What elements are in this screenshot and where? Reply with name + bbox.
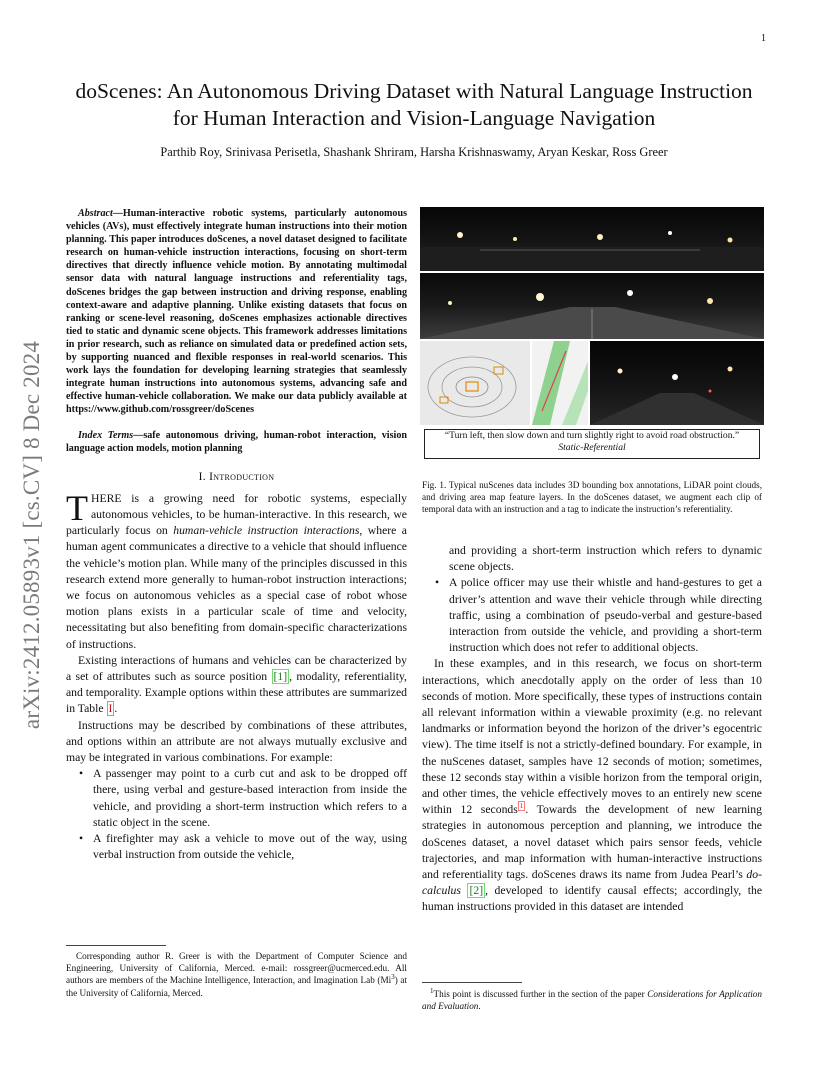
driving-area-map xyxy=(532,341,588,425)
figure-1 xyxy=(418,207,764,459)
abstract xyxy=(66,207,407,417)
right-column xyxy=(422,207,762,916)
instruction-callout xyxy=(424,429,760,459)
citation-link[interactable]: [2] xyxy=(469,884,484,898)
arxiv-stamp-text: arXiv:2412.05893v1 [cs.CV] 8 Dec 2024 xyxy=(19,340,44,730)
intro-text: . xyxy=(114,702,118,716)
corresponding-author-footnote xyxy=(66,950,407,999)
index-terms xyxy=(66,429,407,455)
page-number: 1 xyxy=(761,33,766,44)
referentiality-tag: Static-Referential xyxy=(558,442,626,454)
list-item: • A police officer may use their whistle and hand-gestures to get a driver’s attention and wave their vehicle through while directing traffic, using a combination of pseudo-verbal and gesture-based interaction from outside the vehicle, and providing a short-term instruction which does not refer to additional objects. xyxy=(449,575,762,656)
intro-emphasis: human-vehicle instruction interactions xyxy=(173,524,360,538)
footnote-text: ) at the University of California, Merced. xyxy=(66,975,407,998)
intro-text: . Towards the development of new learning strategies in autonomous perception and planning, we introduce the doScenes dataset, a novel dataset which pairs sensor feeds, vehicle trajectories, and map information with human-interactive instructions and referentiality tags. doScenes draws its name from Judea Pearl’s xyxy=(422,803,762,882)
abstract-label: Abstract xyxy=(78,208,113,219)
index-terms-text: —safe autonomous driving, human-robot interaction, vision language action models, motion planning xyxy=(66,429,407,454)
footnote-text: . xyxy=(478,1001,481,1012)
night-road-image xyxy=(420,273,764,339)
intro-paragraph-3: Instructions may be described by combinations of these attributes, and options within an attribute are not always mutually exclusive and may be integrated in various combinations. For example: xyxy=(66,718,407,764)
camera-view-mid xyxy=(420,273,764,339)
example-list xyxy=(66,766,407,863)
night-road-image xyxy=(590,341,764,425)
footnote-number: 1 xyxy=(430,986,434,995)
lidar-point-cloud xyxy=(420,341,530,425)
map-feature-layers xyxy=(532,341,588,425)
footnote-rule xyxy=(422,982,522,983)
figure-caption: Fig. 1. Typical nuScenes data includes 3D bounding box annotations, LiDAR point clouds, and driving area map feature layers. In the doScenes dataset, we augment each clip of temporal data with an instruction and a tag to indicate the instruction’s referentiality. xyxy=(422,480,762,514)
index-terms-label: Index Terms xyxy=(78,429,134,441)
footnote-superscript: 3 xyxy=(391,973,395,982)
intro-text: , where a human agent communicates a directive to a vehicle that should influence the vehicle’s motion plan. While many of the principles discussed in this research extend more generally to human-robot instruction interactions; we focus on autonomous vehicles as a special case of robot whose motion plans exists in a particular scale of time and velocity, necessitating but also benefiting from domain-specific characterizations of instructions. xyxy=(66,524,407,651)
paper-title: doScenes: An Autonomous Driving Dataset with Natural Language Instruction for Human Interaction and Vision-Language Navigation xyxy=(75,79,753,130)
lidar-visualization xyxy=(420,341,530,425)
footnote-text: This point is discussed further in the section of the paper xyxy=(433,989,648,999)
list-item: • A passenger may point to a curb cut and ask to be dropped off there, using verbal and gesture-based interaction from inside the vehicle, and providing a short-term instruction which refers to a static object in the scene. xyxy=(93,766,407,831)
drop-cap: T xyxy=(66,487,88,528)
intro-text: , modality, referentiality, and temporality. Example options within these attributes are summarized in Table xyxy=(66,669,408,716)
intro-text: HERE is a growing need for robotic systems, especially autonomous vehicles, to be human-interactive. In this research, we particularly focus on xyxy=(66,491,407,538)
abstract-text: —Human-interactive robotic systems, particularly autonomous vehicles (AVs), must effectively integrate human instructions into their motion planning. This paper introduces doScenes, a novel dataset designed to facilitate research on human-vehicle instruction interactions, focusing on short-term directives that directly influence vehicle motion. By annotating multimodal sensor data with natural language instructions and referentiality tags, doScenes bridges the gap between instruction and driving response, enabling context-aware and adaptive planning. Unlike existing datasets that focus on ranking or scene-level reasoning, doScenes emphasizes actionable directives tied to static and dynamic scene objects. This framework addresses limitations in prior research, such as reliance on simulated data or predefined action sets, by supporting nuanced and flexible responses in real-world scenarios. This work lays the foundation for developing learning strategies that seamlessly integrate human instructions into autonomous systems, advancing safe and effective human-vehicle collaboration. We make our data publicly available at https://www.github.com/rossgreer/doScenes xyxy=(66,208,407,416)
intro-text: In these examples, and in this research, we focus on short-term interactions, which anecdotally apply on the order of less than 10 seconds of motion. More specifically, these types of instructions contain all relevant information within a viewable proximity (e.g. no relevant landmarks or information beyond the horizon of the driver’s egocentric view). The time itself is not a strictly-defined boundary. For example, in the nuScenes dataset, samples have 12 seconds of motion; sometimes, these 12 seconds stay within a visible horizon from the temporal origin, and other times, the vehicle effectively moves to an entirely new scene within 12 seconds xyxy=(422,657,762,817)
instruction-text: “Turn left, then slow down and turn slightly right to avoid road obstruction.” xyxy=(444,430,740,441)
intro-text: Existing interactions of humans and vehicles can be characterized by a set of attributes such as source position xyxy=(66,653,407,683)
example-list-continued xyxy=(422,543,762,656)
intro-emphasis: do-calculus xyxy=(422,868,762,898)
intro-text: , developed to identify causal effects; accordingly, the human instructions provided in this dataset are intended xyxy=(422,884,763,914)
author-list: Parthib Roy, Srinivasa Perisetla, Shashank Shriram, Harsha Krishnaswamy, Aryan Keskar, Ross Greer xyxy=(160,145,668,159)
right-body xyxy=(422,543,762,916)
list-item-continuation: and providing a short-term instruction which refers to dynamic scene objects. xyxy=(449,544,762,574)
footnote-link[interactable]: 1 xyxy=(519,802,524,811)
left-column xyxy=(66,207,407,863)
footnote-rule xyxy=(66,945,166,946)
arxiv-stamp xyxy=(19,290,44,780)
night-road-image xyxy=(420,207,764,271)
footnote-1 xyxy=(422,988,762,1012)
citation-link[interactable]: [1] xyxy=(273,669,288,683)
camera-view-wide xyxy=(590,341,764,425)
intro-paragraph-4 xyxy=(422,656,762,915)
camera-view-front xyxy=(420,207,764,271)
table-link[interactable]: I xyxy=(108,702,113,716)
footnote-emphasis: Considerations for Application and Evaluation xyxy=(422,989,762,1012)
footnote-text: Corresponding author R. Greer is with the Department of Computer Science and Engineering, University of California, Merced. e-mail: rossgreer@ucmerced.edu. All authors are members of the Machine Intelligence, Interaction, and Imagination Lab (Mi xyxy=(66,951,407,986)
intro-paragraph-2 xyxy=(66,653,407,718)
intro-paragraph-1 xyxy=(66,487,407,653)
list-item: • A firefighter may ask a vehicle to move out of the way, using verbal instruction from outside the vehicle, xyxy=(93,831,407,863)
section-heading-introduction: I. Introduction xyxy=(198,470,275,483)
